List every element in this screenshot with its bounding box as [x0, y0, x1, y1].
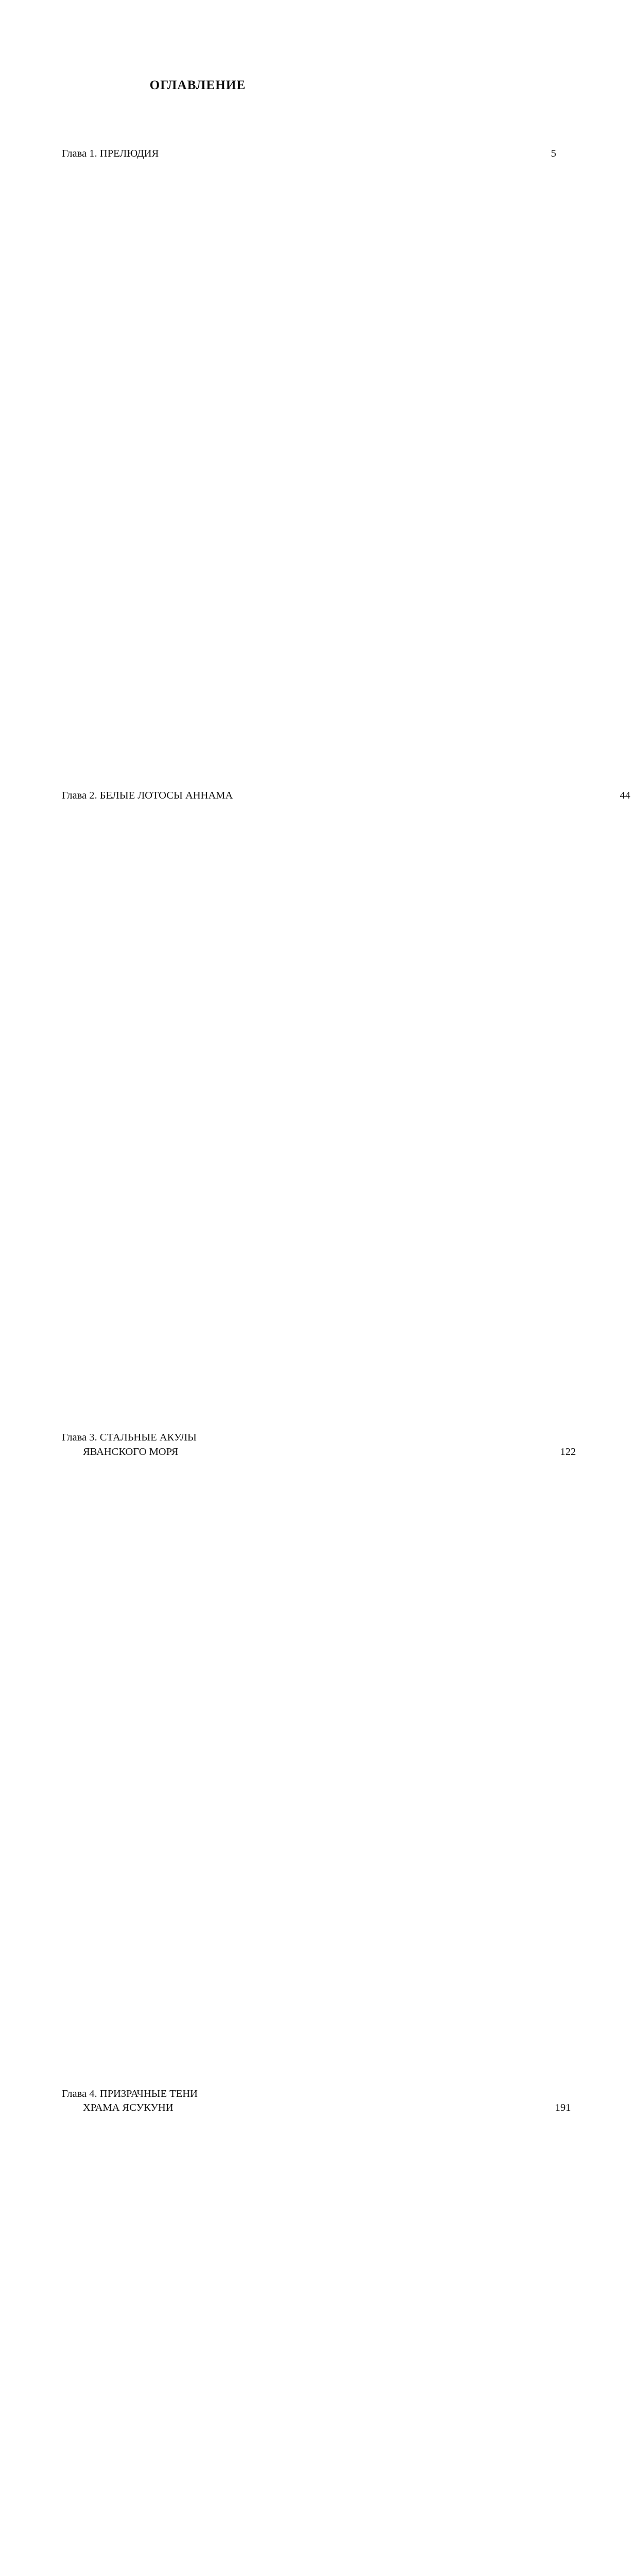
toc-list [62, 147, 631, 2576]
toc-entry-label-cont: ХРАМА ЯСУКУНИ [83, 2102, 174, 2114]
toc-entry-line [62, 1431, 332, 1445]
toc-entry-line [62, 2087, 332, 2102]
toc-entry[interactable] [62, 1431, 576, 2084]
toc-page-number: 122 [560, 1446, 576, 1458]
toc-entry-line [62, 789, 631, 1428]
toc-page-number: 5 [551, 148, 557, 159]
toc-entry-label: Глава 1. ПРЕЛЮДИЯ [62, 148, 159, 159]
toc-entry-label: Глава 4. ПРИЗРАЧНЫЕ ТЕНИ [62, 2088, 198, 2099]
toc-page-number: 44 [620, 790, 631, 801]
toc-entry-line [62, 2101, 571, 2576]
toc-entry[interactable] [62, 789, 631, 1428]
toc-entry-line [62, 1445, 576, 2084]
toc-page-number: 191 [555, 2102, 571, 2114]
toc-entry-label: Глава 3. СТАЛЬНЫЕ АКУЛЫ [62, 1432, 197, 1443]
toc-entry[interactable] [62, 147, 557, 786]
page-title: ОГЛАВЛЕНИЕ [149, 78, 246, 92]
toc-entry-line [62, 147, 557, 786]
toc-entry-label-cont: ЯВАНСКОГО МОРЯ [83, 1446, 179, 1458]
toc-entry[interactable] [62, 2087, 571, 2576]
toc-entry-label: Глава 2. БЕЛЫЕ ЛОТОСЫ АННАМА [62, 790, 233, 801]
